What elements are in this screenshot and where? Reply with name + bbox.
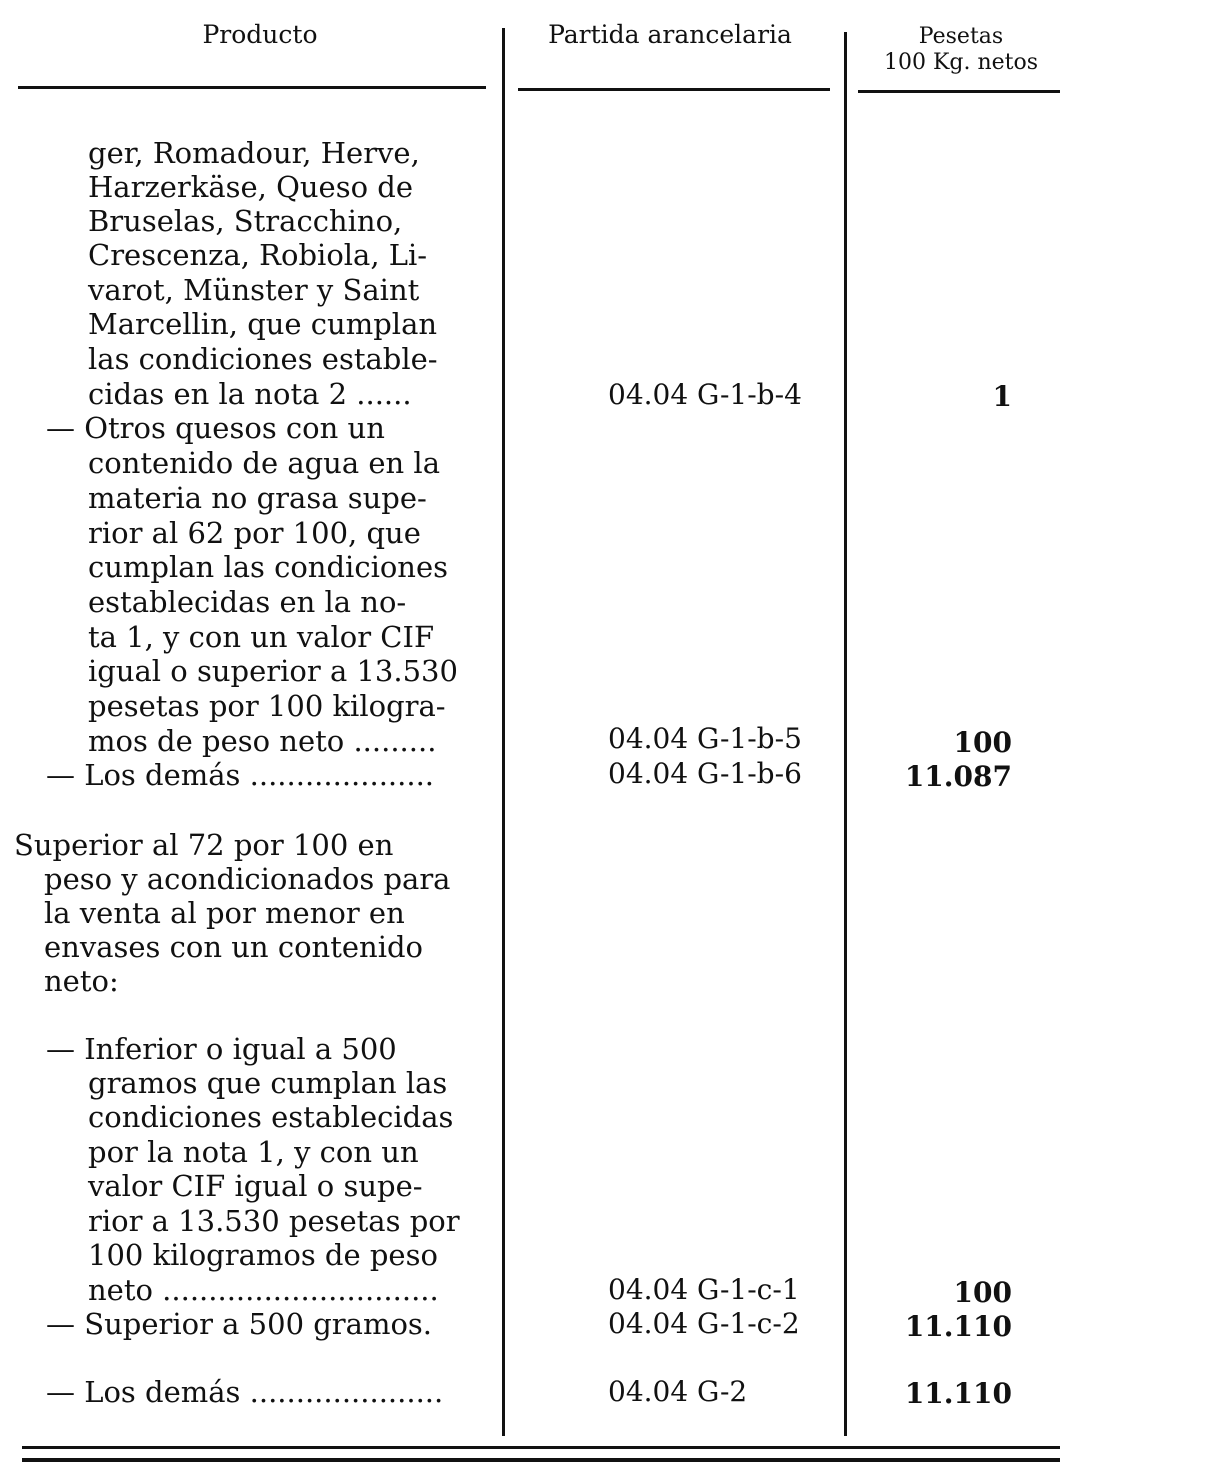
product-line: — Superior a 500 gramos. [46,1307,433,1341]
header-pesetas: Pesetas [918,24,1004,49]
pesetas-value: 11.110 [904,1310,1012,1343]
product-line: cumplan las condiciones [88,550,449,584]
product-line: igual o superior a 13.530 [88,654,458,688]
product-line: — Otros quesos con un [46,411,385,445]
column-divider-2 [844,32,847,1436]
product-line: Marcellin, que cumplan [88,307,438,341]
header-producto: Producto [202,20,318,49]
product-line: Bruselas, Stracchino, [88,204,403,238]
product-line: varot, Münster y Saint [88,273,420,307]
product-line: condiciones establecidas [88,1100,454,1134]
column-divider-1 [502,28,505,1436]
product-line: mos de peso neto ......... [88,724,437,758]
product-line: rior al 62 por 100, que [88,516,421,550]
pesetas-value: 1 [992,380,1012,413]
product-line: — Los demás .................... [46,758,435,792]
header-rule-partida [518,88,830,91]
product-line: cidas en la nota 2 ...... [88,377,412,411]
footer-rule-top [22,1446,1060,1449]
header-partida-arancelaria: Partida arancelaria [548,20,792,49]
header-rule-producto [18,86,486,89]
product-line: rior a 13.530 pesetas por [88,1204,460,1238]
product-line: contenido de agua en la [88,446,440,480]
product-line: ta 1, y con un valor CIF [88,620,435,654]
pesetas-value: 11.110 [904,1377,1012,1410]
tariff-code: 04.04 G-2 [608,1375,748,1408]
tariff-code: 04.04 G-1-b-4 [608,378,802,411]
tariff-code: 04.04 G-1-c-2 [608,1307,800,1340]
tariff-code: 04.04 G-1-b-5 [608,722,802,755]
product-line: ger, Romadour, Herve, [88,136,420,170]
product-line: establecidas en la no- [88,585,407,619]
text: Harzerkäse, Queso de [88,170,413,204]
product-line [88,170,491,204]
pesetas-value: 100 [953,726,1012,759]
product-line: — Inferior o igual a 500 [46,1032,397,1066]
product-line: las condiciones estable- [88,342,438,376]
product-line: — Los demás ..................... [46,1375,444,1409]
product-line: la venta al por menor en [44,896,405,930]
tariff-code: 04.04 G-1-b-6 [608,757,802,790]
product-line: neto .............................. [88,1273,439,1307]
product-line: Crescenza, Robiola, Li- [88,238,428,272]
product-line: pesetas por 100 kilogra- [88,689,446,723]
product-line: gramos que cumplan las [88,1066,448,1100]
pesetas-value: 100 [953,1276,1012,1309]
product-line: peso y acondicionados para [44,862,451,896]
product-line: 100 kilogramos de peso [88,1238,438,1272]
pesetas-value: 11.087 [904,760,1012,793]
footer-rule-bottom [22,1458,1060,1462]
product-line: materia no grasa supe- [88,481,427,515]
header-pesetas-unit: 100 Kg. netos [883,50,1039,75]
header-rule-pesetas [858,90,1060,93]
product-line: neto: [44,964,119,998]
tariff-code: 04.04 G-1-c-1 [608,1273,800,1306]
product-line: envases con un contenido [44,930,423,964]
product-line: valor CIF igual o supe- [88,1169,423,1203]
product-line: Superior al 72 por 100 en [14,828,394,862]
product-line: por la nota 1, y con un [88,1135,419,1169]
